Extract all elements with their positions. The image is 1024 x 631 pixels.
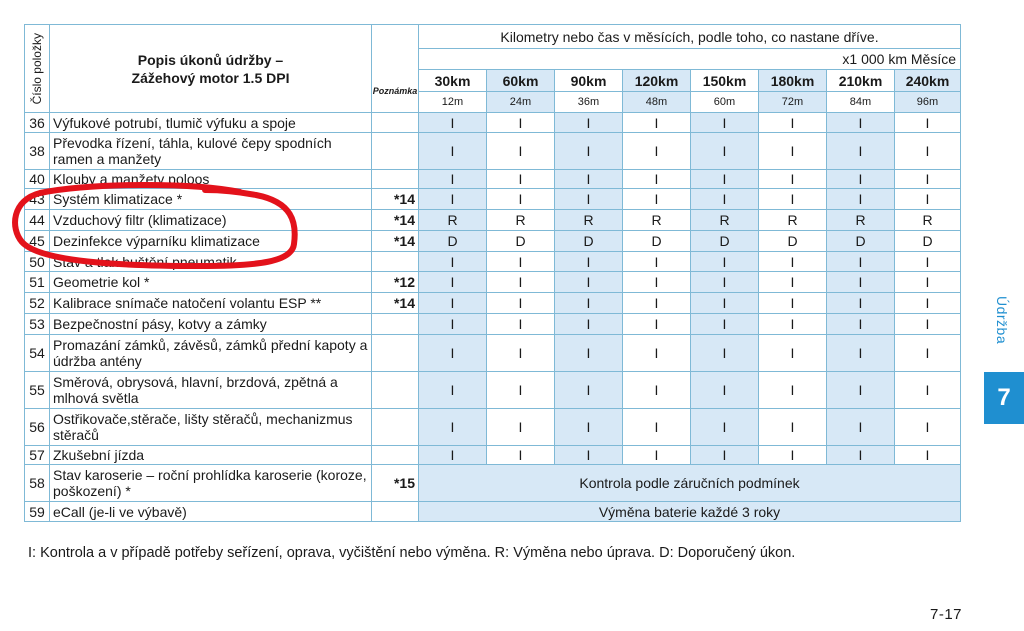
interval-mark: I bbox=[623, 189, 691, 210]
item-number-header: Číslo položky bbox=[25, 25, 50, 113]
unit-caption: x1 000 km Měsíce bbox=[419, 49, 961, 70]
item-description: Stav a tlak huštění pneumatik bbox=[50, 252, 372, 272]
interval-mark: I bbox=[487, 372, 555, 409]
month-36: 36m bbox=[555, 92, 623, 113]
item-note bbox=[372, 446, 419, 465]
km-150: 150km bbox=[691, 70, 759, 92]
month-48: 48m bbox=[623, 92, 691, 113]
interval-mark: I bbox=[827, 335, 895, 372]
interval-mark: I bbox=[419, 372, 487, 409]
interval-mark: D bbox=[759, 231, 827, 252]
item-note bbox=[372, 502, 419, 522]
item-note bbox=[372, 133, 419, 170]
item-note bbox=[372, 170, 419, 189]
interval-mark: I bbox=[759, 372, 827, 409]
interval-mark: I bbox=[419, 409, 487, 446]
item-description: Ostřikovače,stěrače, lišty stěračů, mechanizmus stěračů bbox=[50, 409, 372, 446]
interval-mark: I bbox=[691, 293, 759, 314]
interval-mark: R bbox=[487, 210, 555, 231]
month-12: 12m bbox=[419, 92, 487, 113]
interval-mark: I bbox=[555, 189, 623, 210]
item-description: Převodka řízení, táhla, kulové čepy spodních ramen a manžety bbox=[50, 133, 372, 170]
interval-mark: I bbox=[487, 170, 555, 189]
interval-mark: I bbox=[623, 170, 691, 189]
interval-mark: I bbox=[487, 446, 555, 465]
month-84: 84m bbox=[827, 92, 895, 113]
item-note: *14 bbox=[372, 210, 419, 231]
description-header bbox=[50, 25, 372, 113]
interval-mark: I bbox=[827, 272, 895, 293]
interval-mark: R bbox=[691, 210, 759, 231]
interval-mark: I bbox=[759, 170, 827, 189]
table-row bbox=[25, 409, 961, 446]
interval-caption: Kilometry nebo čas v měsících, podle toho, co nastane dříve. bbox=[419, 25, 961, 49]
interval-mark: I bbox=[827, 372, 895, 409]
interval-mark: I bbox=[691, 113, 759, 133]
table-row bbox=[25, 372, 961, 409]
table-row bbox=[25, 189, 961, 210]
interval-mark: I bbox=[895, 133, 961, 170]
item-number: 50 bbox=[25, 252, 50, 272]
km-90: 90km bbox=[555, 70, 623, 92]
interval-mark: I bbox=[623, 409, 691, 446]
interval-mark: I bbox=[895, 252, 961, 272]
interval-mark: I bbox=[419, 293, 487, 314]
table-row bbox=[25, 252, 961, 272]
km-60: 60km bbox=[487, 70, 555, 92]
interval-mark: I bbox=[895, 113, 961, 133]
km-180: 180km bbox=[759, 70, 827, 92]
interval-mark: I bbox=[895, 314, 961, 335]
interval-mark: I bbox=[487, 272, 555, 293]
table-row bbox=[25, 272, 961, 293]
interval-mark: I bbox=[691, 372, 759, 409]
page-number: 7-17 bbox=[930, 606, 963, 623]
item-number: 59 bbox=[25, 502, 50, 522]
item-description: Bezpečnostní pásy, kotvy a zámky bbox=[50, 314, 372, 335]
interval-mark: I bbox=[623, 446, 691, 465]
item-description: Směrová, obrysová, hlavní, brzdová, zpětná a mlhová světla bbox=[50, 372, 372, 409]
interval-mark: I bbox=[691, 189, 759, 210]
interval-span-text: Kontrola podle záručních podmínek bbox=[419, 465, 961, 502]
interval-mark: R bbox=[895, 210, 961, 231]
interval-mark: I bbox=[623, 335, 691, 372]
month-72: 72m bbox=[759, 92, 827, 113]
interval-mark: D bbox=[691, 231, 759, 252]
interval-mark: I bbox=[691, 314, 759, 335]
interval-mark: I bbox=[759, 113, 827, 133]
interval-mark: I bbox=[691, 252, 759, 272]
table-row bbox=[25, 314, 961, 335]
interval-mark: I bbox=[895, 335, 961, 372]
interval-mark: D bbox=[419, 231, 487, 252]
interval-mark: I bbox=[555, 409, 623, 446]
interval-mark: I bbox=[623, 113, 691, 133]
table-row bbox=[25, 231, 961, 252]
interval-mark: I bbox=[759, 252, 827, 272]
interval-mark: I bbox=[555, 335, 623, 372]
interval-mark: I bbox=[759, 335, 827, 372]
maintenance-table bbox=[24, 24, 961, 522]
item-note: *14 bbox=[372, 293, 419, 314]
interval-mark: I bbox=[419, 314, 487, 335]
interval-mark: I bbox=[759, 314, 827, 335]
interval-mark: I bbox=[691, 170, 759, 189]
interval-mark: I bbox=[623, 293, 691, 314]
interval-mark: I bbox=[827, 170, 895, 189]
item-note: *14 bbox=[372, 189, 419, 210]
table-body bbox=[25, 113, 961, 522]
table-row bbox=[25, 133, 961, 170]
item-number: 57 bbox=[25, 446, 50, 465]
km-210: 210km bbox=[827, 70, 895, 92]
item-description: Kalibrace snímače natočení volantu ESP ** bbox=[50, 293, 372, 314]
item-description: Klouby a manžety poloos bbox=[50, 170, 372, 189]
interval-mark: I bbox=[827, 133, 895, 170]
interval-mark: I bbox=[555, 293, 623, 314]
interval-mark: I bbox=[623, 372, 691, 409]
interval-mark: I bbox=[555, 113, 623, 133]
km-120: 120km bbox=[623, 70, 691, 92]
interval-mark: I bbox=[555, 446, 623, 465]
interval-mark: R bbox=[623, 210, 691, 231]
item-number: 43 bbox=[25, 189, 50, 210]
item-note: *12 bbox=[372, 272, 419, 293]
interval-mark: I bbox=[555, 170, 623, 189]
interval-mark: I bbox=[487, 189, 555, 210]
interval-mark: I bbox=[895, 189, 961, 210]
item-note bbox=[372, 252, 419, 272]
item-number: 55 bbox=[25, 372, 50, 409]
interval-mark: I bbox=[827, 314, 895, 335]
interval-mark: I bbox=[759, 409, 827, 446]
interval-mark: I bbox=[487, 252, 555, 272]
interval-mark: I bbox=[759, 446, 827, 465]
interval-mark: I bbox=[487, 293, 555, 314]
item-note bbox=[372, 335, 419, 372]
month-60: 60m bbox=[691, 92, 759, 113]
item-description: Geometrie kol * bbox=[50, 272, 372, 293]
interval-mark: R bbox=[827, 210, 895, 231]
table-row bbox=[25, 113, 961, 133]
interval-span-text: Výměna baterie každé 3 roky bbox=[419, 502, 961, 522]
table-header bbox=[25, 25, 961, 113]
item-number: 53 bbox=[25, 314, 50, 335]
interval-mark: I bbox=[895, 272, 961, 293]
month-24: 24m bbox=[487, 92, 555, 113]
item-note: *14 bbox=[372, 231, 419, 252]
table-row bbox=[25, 293, 961, 314]
interval-mark: I bbox=[623, 272, 691, 293]
title-line-1: Popis úkonů údržby – bbox=[137, 51, 284, 68]
interval-mark: D bbox=[895, 231, 961, 252]
item-number: 56 bbox=[25, 409, 50, 446]
table-row bbox=[25, 465, 961, 502]
item-note bbox=[372, 372, 419, 409]
interval-mark: I bbox=[419, 335, 487, 372]
interval-mark: I bbox=[487, 113, 555, 133]
table-row bbox=[25, 335, 961, 372]
interval-mark: I bbox=[419, 113, 487, 133]
legend-text: I: Kontrola a v případě potřeby seřízení, oprava, vyčištění nebo výměna. R: Výměna nebo úprava. D: Doporučený úkon. bbox=[28, 545, 796, 561]
note-header-spacer bbox=[372, 25, 419, 70]
interval-mark: I bbox=[691, 446, 759, 465]
table-row bbox=[25, 502, 961, 522]
interval-mark: I bbox=[419, 133, 487, 170]
table-row bbox=[25, 210, 961, 231]
item-number: 40 bbox=[25, 170, 50, 189]
item-description: Zkušební jízda bbox=[50, 446, 372, 465]
interval-mark: R bbox=[419, 210, 487, 231]
interval-mark: I bbox=[623, 314, 691, 335]
interval-mark: I bbox=[759, 133, 827, 170]
chapter-tab[interactable]: 7 bbox=[984, 372, 1024, 424]
item-description: Dezinfekce výparníku klimatizace bbox=[50, 231, 372, 252]
interval-mark: I bbox=[691, 272, 759, 293]
interval-mark: I bbox=[691, 335, 759, 372]
interval-mark: R bbox=[759, 210, 827, 231]
interval-mark: I bbox=[623, 133, 691, 170]
interval-mark: I bbox=[895, 372, 961, 409]
km-30: 30km bbox=[419, 70, 487, 92]
interval-mark: I bbox=[487, 335, 555, 372]
interval-mark: D bbox=[555, 231, 623, 252]
interval-mark: I bbox=[487, 409, 555, 446]
interval-mark: I bbox=[759, 272, 827, 293]
interval-mark: I bbox=[555, 372, 623, 409]
item-number: 36 bbox=[25, 113, 50, 133]
item-description: Systém klimatizace * bbox=[50, 189, 372, 210]
interval-mark: I bbox=[691, 409, 759, 446]
note-header: Poznámka bbox=[372, 70, 419, 113]
interval-mark: I bbox=[759, 189, 827, 210]
interval-mark: I bbox=[623, 252, 691, 272]
interval-mark: I bbox=[419, 446, 487, 465]
interval-mark: I bbox=[759, 293, 827, 314]
interval-mark: R bbox=[555, 210, 623, 231]
interval-mark: I bbox=[487, 133, 555, 170]
interval-mark: I bbox=[419, 252, 487, 272]
interval-mark: I bbox=[487, 314, 555, 335]
chapter-label: Údržba bbox=[994, 296, 1010, 345]
interval-mark: I bbox=[555, 314, 623, 335]
interval-mark: I bbox=[691, 133, 759, 170]
interval-mark: D bbox=[487, 231, 555, 252]
table-row bbox=[25, 446, 961, 465]
item-description: Výfukové potrubí, tlumič výfuku a spoje bbox=[50, 113, 372, 133]
interval-mark: I bbox=[895, 446, 961, 465]
interval-mark: I bbox=[827, 189, 895, 210]
item-number: 44 bbox=[25, 210, 50, 231]
item-note bbox=[372, 113, 419, 133]
item-number: 38 bbox=[25, 133, 50, 170]
interval-mark: I bbox=[419, 272, 487, 293]
interval-mark: I bbox=[827, 293, 895, 314]
item-description: eCall (je-li ve výbavě) bbox=[50, 502, 372, 522]
interval-mark: I bbox=[555, 272, 623, 293]
item-number: 58 bbox=[25, 465, 50, 502]
interval-mark: D bbox=[623, 231, 691, 252]
item-number: 45 bbox=[25, 231, 50, 252]
item-number: 54 bbox=[25, 335, 50, 372]
item-note: *15 bbox=[372, 465, 419, 502]
month-96: 96m bbox=[895, 92, 961, 113]
item-note bbox=[372, 314, 419, 335]
table-row bbox=[25, 170, 961, 189]
interval-mark: I bbox=[895, 409, 961, 446]
item-description: Vzduchový filtr (klimatizace) bbox=[50, 210, 372, 231]
item-number: 52 bbox=[25, 293, 50, 314]
km-240: 240km bbox=[895, 70, 961, 92]
item-note bbox=[372, 409, 419, 446]
interval-mark: I bbox=[827, 409, 895, 446]
interval-mark: D bbox=[827, 231, 895, 252]
interval-mark: I bbox=[419, 189, 487, 210]
item-description: Promazání zámků, závěsů, zámků přední kapoty a údržba antény bbox=[50, 335, 372, 372]
title-line-2: Zážehový motor 1.5 DPI bbox=[131, 69, 290, 86]
interval-mark: I bbox=[555, 133, 623, 170]
interval-mark: I bbox=[895, 170, 961, 189]
interval-mark: I bbox=[827, 252, 895, 272]
interval-mark: I bbox=[419, 170, 487, 189]
interval-mark: I bbox=[555, 252, 623, 272]
interval-mark: I bbox=[827, 446, 895, 465]
interval-mark: I bbox=[895, 293, 961, 314]
item-description: Stav karoserie – roční prohlídka karoserie (koroze, poškození) * bbox=[50, 465, 372, 502]
item-number: 51 bbox=[25, 272, 50, 293]
interval-mark: I bbox=[827, 113, 895, 133]
